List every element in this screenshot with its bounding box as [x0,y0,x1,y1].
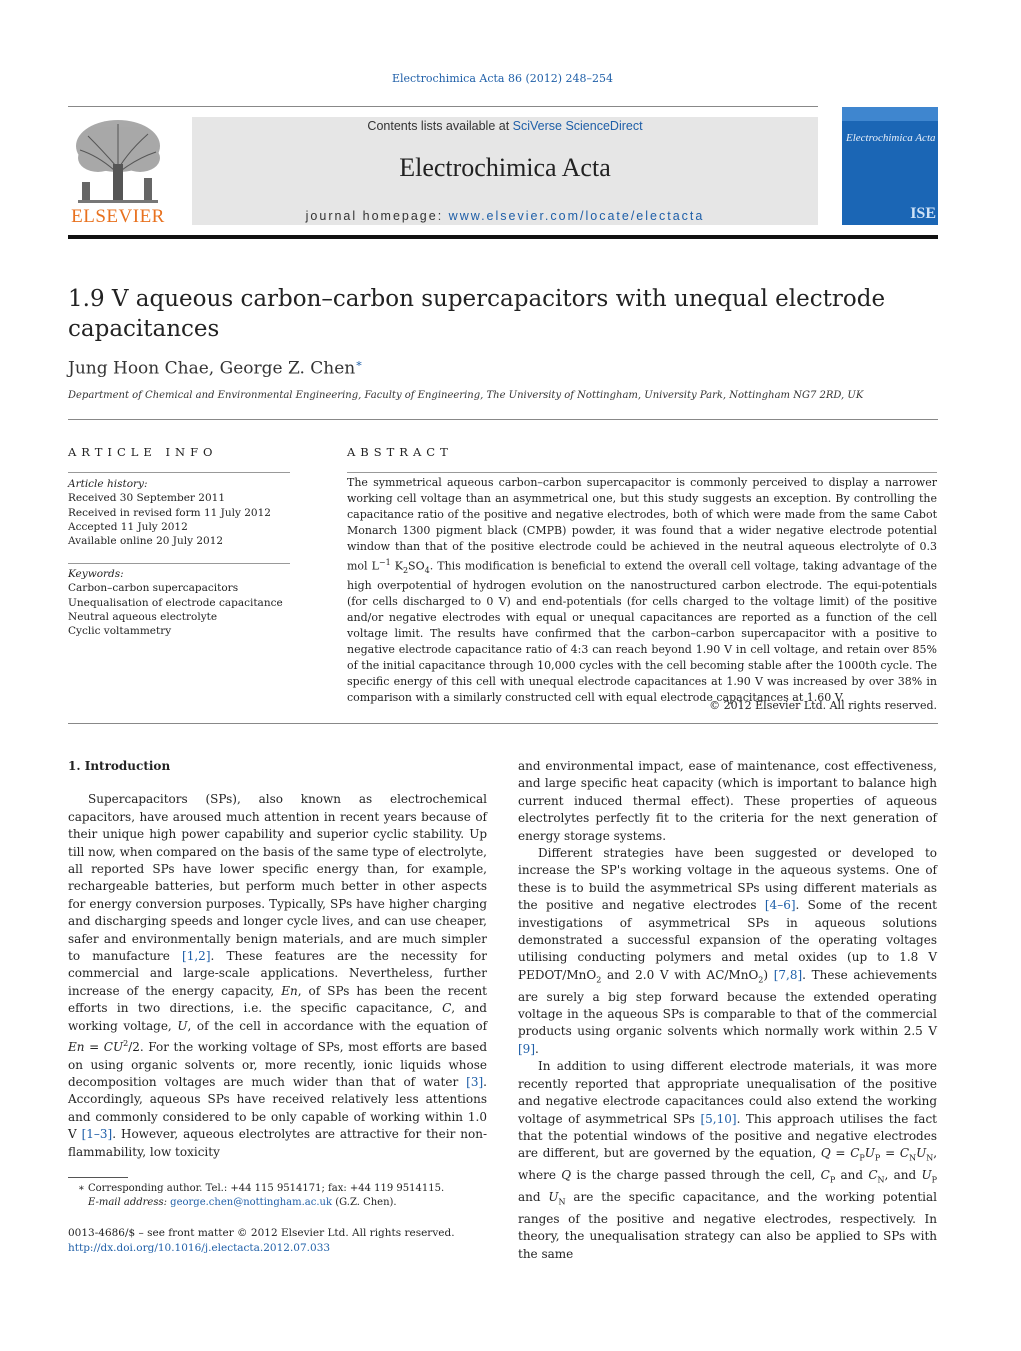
tree-logo-icon [68,116,168,208]
cover-title: Electrochimica Acta [846,132,936,144]
cover-top-bar [842,107,938,121]
elsevier-wordmark: ELSEVIER [71,206,165,227]
author-name: Jung Hoon Chae, [68,358,220,379]
copyright-notice: © 2012 Elsevier Ltd. All rights reserved. [709,699,937,712]
homepage-prefix: journal homepage: [305,209,449,223]
abstract-end-rule [68,723,938,724]
journal-citation[interactable]: Electrochimica Acta 86 (2012) 248–254 [391,72,614,85]
abstract-text: The symmetrical aqueous carbon–carbon supercapacitor is commonly perceived to display a narrower working cell voltage than an asymmetrical one, but this study suggests an exception. By controlling the capacitance ratio of the positive and negative electrodes, both of which were made from the same Cabot Monarch 1300 pigment black (CMPB) powder, it was found that a wider negative electrode potential window than that of the positive electrode could be achieved in the neutral aqueous electrolyte of 0.3 mol $L^{-1}$ $K_2SO_4$. This modification is beneficial to extend the overall cell voltage, taking advantage of the high overpotential of hydrogen evolution on the nanostructured carbon electrode. The equi-potentials (for cells discharged to 0 V) and end-potentials (for cells charged to the voltage limit) of the positive and/or negative electrodes with equal or unequal capacitances are reported as a function of the cell voltage limit. The results have confirmed that the carbon–carbon supercapacitor with a positive to negative electrode capacitance ratio of 4:3 can reach beyond 1.90 V in cell voltage, and retain over 85% of the initial capacitance through 10,000 cycles with the cell becoming stable after the 1000th cycle. The specific energy of this cell with unequal electrode capacitances at 1.90 V was increased by over 38% in comparison with a similarly constructed cell with equal electrode capacitances at 1.60 V. [347,476,937,704]
corresponding-author-note: ∗ Corresponding author. Tel.: +44 115 9514171; fax: +44 119 9514115. [78,1183,445,1194]
keyword-item: Cyclic voltammetry [68,625,172,638]
history-label: Article history: [68,478,148,490]
history-item: Received in revised form 11 July 2012 [68,506,271,519]
paragraph: and environmental impact, ease of maintenance, cost effectiveness, and large specific heat capacity (which is important to balance high current induced thermal effect). These properties of aqueous electrolytes perfectly fit to the criteria for the next generation of energy storage systems. [518,759,937,843]
keyword-item: Unequalisation of electrode capacitance [68,596,283,609]
contents-line [192,119,818,133]
body-column-right [518,758,937,1263]
reference-link[interactable]: [1–3] [81,1127,113,1142]
header-thick-rule [68,235,938,239]
cover-ise-badge: ISE [910,205,936,222]
journal-name: Electrochimica Acta [399,153,611,182]
homepage-link[interactable]: www.elsevier.com/locate/electacta [448,209,705,223]
email-link[interactable]: george.chen@nottingham.ac.uk [170,1197,333,1208]
footnote-rule [68,1177,128,1178]
issn-line: 0013-4686/$ – see front matter © 2012 Elsevier Ltd. All rights reserved. [68,1227,455,1239]
contents-prefix: Contents lists available at [367,119,513,133]
body-column-left [68,758,487,1161]
reference-link[interactable]: [3] [466,1074,484,1089]
history-item: Accepted 11 July 2012 [68,520,188,533]
footnote [68,1182,488,1210]
article-info-heading: ARTICLE INFO [68,445,218,459]
keywords-label: Keywords: [68,568,124,580]
header-rule [68,106,818,107]
reference-link[interactable]: [4–6] [764,898,796,913]
author-name: George Z. Chen [219,358,356,379]
paragraph: Supercapacitors (SPs), also known as electrochemical capacitors, have aroused much attention in recent years because of their unique high power capability and superior cyclic stability. Up till now, when compared on the basis of the same type of electrolyte, all reported SPs have lower specific energy than, for example, rechargeable batteries, but perform much better in other aspects for energy conversion purposes. Typically, SPs have higher charging and discharging speeds and longer cycle lives, and can use cheaper, safer and environmentally benign materials, and are much simpler to manufacture [1,2]. These features are the necessity for commercial and large-scale applications. Nevertheless, further increase of the energy capacity, En, of SPs has been the recent efforts in two directions, i.e. the specific capacitance, C, and working voltage, U, of the cell in accordance with the equation of $En = CU^2/2$. For the working voltage of SPs, most efforts are based on using organic solvents or, more recently, ionic liquids whose decomposition voltages are much wider than that of water [3]. Accordingly, aqueous SPs have received relatively less attentions and commonly considered to be only capable of working within 1.0 V [1–3]. However, aqueous electrolytes are attractive for their non-flammability, low toxicity [68,792,488,1159]
history-item: Received 30 September 2011 [68,492,226,505]
paragraph: Different strategies have been suggested or developed to increase the SP's working voltage in the aqueous systems. One of these is to build the asymmetrical SPs using different materials as the positive and negative electrodes [4–6]. Some of the recent investigations of asymmetrical SPs in aqueous solutions demonstrated a successful expansion of the operating voltages utilising conducting polymers and metal oxides (up to 1.8 V PEDOT/MnO$_2$ and 2.0 V with AC/MnO$_2$) [7,8]. These achievements are surely a big step forward because the extended operating voltage in the aqueous SPs is comparable to that of the commercial products using organic solvents which normally work within 2.5 V [9]. [518,846,937,1056]
sciencedirect-link[interactable]: SciVerse ScienceDirect [512,119,643,133]
title-rule [68,419,938,420]
article-info-rule [68,472,290,473]
keywords-rule [68,563,290,564]
reference-link[interactable]: [1,2] [182,949,211,964]
elsevier-logo[interactable] [68,116,168,228]
article-title: 1.9 V aqueous carbon–carbon supercapacitors with unequal electrode capacitances [68,286,886,342]
journal-cover[interactable] [842,107,938,225]
doi-link[interactable]: http://dx.doi.org/10.1016/j.electacta.2012.07.033 [68,1242,331,1254]
journal-banner [192,117,818,225]
homepage-line [192,209,818,223]
front-matter [68,1226,488,1256]
author-list [68,357,363,379]
keyword-item: Neutral aqueous electrolyte [68,610,218,623]
reference-link[interactable]: [5,10] [700,1111,737,1126]
section-title: 1. Introduction [68,759,171,773]
email-note: E-mail address: george.chen@nottingham.ac.uk (G.Z. Chen). [88,1197,397,1208]
author-affiliation: Department of Chemical and Environmental Engineering, Faculty of Engineering, The University of Nottingham, University Park, Nottingham NG7 2RD, UK [68,390,864,401]
abstract-rule [347,472,937,473]
abstract-heading: ABSTRACT [347,445,453,459]
keywords-list [68,567,293,638]
reference-link[interactable]: [7,8] [773,967,803,982]
keyword-item: Carbon–carbon supercapacitors [68,582,239,595]
paragraph: In addition to using different electrode materials, it was more recently reported that appropriate unequalisation of the positive and negative electrode capacitances could also extend the working voltage of asymmetrical SPs [5,10]. This approach utilises the fact that the potential windows of the positive and negative electrodes are different, but are governed by the equation, $Q = C_PU_P = C_NU_N$, where Q is the charge passed through the cell, $C_P$ and $C_N$, and $U_P$ and $U_N$ are the specific capacitance, and the working potential ranges of the positive and negative electrodes, respectively. In theory, the unequalisation strategy can also be applied to SPs with the same [518,1059,938,1261]
history-item: Available online 20 July 2012 [68,535,224,548]
reference-link[interactable]: [9] [518,1041,535,1056]
article-history [68,477,293,548]
corresponding-author-mark[interactable]: ∗ [355,357,363,370]
